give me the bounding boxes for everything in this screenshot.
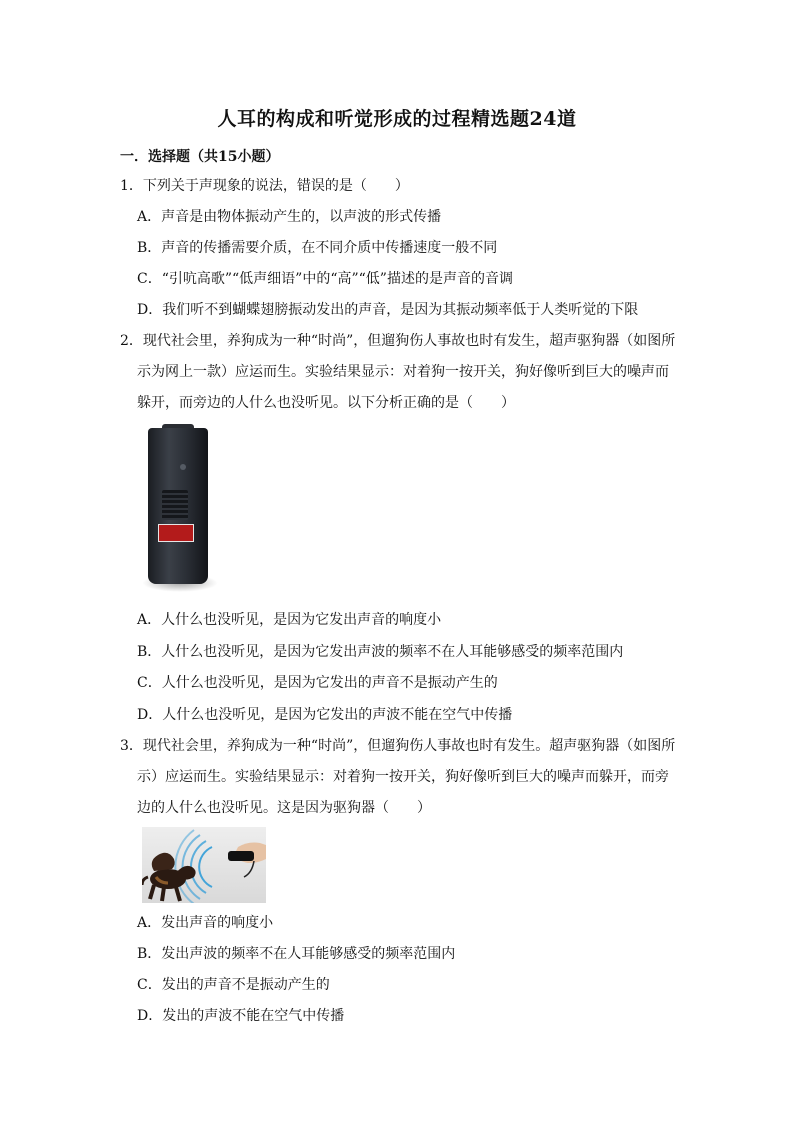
question-2-stem-line-3: 躲开，而旁边的人什么也没听见。以下分析正确的是（ ） xyxy=(137,395,515,411)
question-2-option-d: D．人什么也没听见，是因为它发出的声波不能在空气中传播 xyxy=(137,707,513,723)
question-2-option-c: C．人什么也没听见，是因为它发出的声音不是振动产生的 xyxy=(137,675,498,691)
device-led-icon xyxy=(180,464,186,470)
speaker-grill-icon xyxy=(162,490,188,520)
question-3-option-a: A．发出声音的响度小 xyxy=(137,915,274,931)
hand-holding-device-icon xyxy=(228,843,266,878)
dog-icon xyxy=(142,853,196,901)
question-3-option-b: B．发出声波的频率不在人耳能够感受的频率范围内 xyxy=(137,946,456,962)
question-3-stem-line-2: 示）应运而生。实验结果显示：对着狗一按开关，狗好像听到巨大的噪声而躲开，而旁 xyxy=(137,769,669,785)
question-3-option-d: D．发出的声波不能在空气中传播 xyxy=(137,1008,345,1024)
device-body xyxy=(148,428,208,584)
ultrasonic-dog-repeller-image xyxy=(142,424,218,596)
question-1-stem: 1．下列关于声现象的说法，错误的是（ ） xyxy=(120,178,409,194)
dog-repeller-scene-image xyxy=(142,827,266,903)
question-1-option-c: C．“引吭高歌”“低声细语”中的“高”“低”描述的是声音的音调 xyxy=(137,271,513,287)
question-3-stem-line-3: 边的人什么也没听见。这是因为驱狗器（ ） xyxy=(137,800,431,816)
page-title: 人耳的构成和听觉形成的过程精选题24道 xyxy=(217,108,577,130)
question-2-stem-line-1: 2．现代社会里，养狗成为一种“时尚”，但遛狗伤人事故也时有发生，超声驱狗器（如图所 xyxy=(120,333,676,349)
device-brand-label xyxy=(158,524,194,542)
dog-scene-illustration xyxy=(142,827,266,903)
sound-wave-icon xyxy=(175,830,212,903)
question-2-stem-line-2: 示为网上一款）应运而生。实验结果显示：对着狗一按开关，狗好像听到巨大的噪声而 xyxy=(137,364,669,380)
question-3-stem-line-1: 3．现代社会里，养狗成为一种“时尚”，但遛狗伤人事故也时有发生。超声驱狗器（如图所 xyxy=(120,738,676,754)
question-2-option-a: A．人什么也没听见，是因为它发出声音的响度小 xyxy=(137,612,442,628)
question-1-option-d: D．我们听不到蝴蝶翅膀振动发出的声音，是因为其振动频率低于人类听觉的下限 xyxy=(137,302,639,318)
question-1-option-b: B．声音的传播需要介质，在不同介质中传播速度一般不同 xyxy=(137,240,498,256)
section-heading: 一．选择题（共15小题） xyxy=(120,149,280,165)
question-3-option-c: C．发出的声音不是振动产生的 xyxy=(137,977,330,993)
question-2-option-b: B．人什么也没听见，是因为它发出声波的频率不在人耳能够感受的频率范围内 xyxy=(137,644,624,660)
question-1-option-a: A．声音是由物体振动产生的，以声波的形式传播 xyxy=(137,209,442,225)
